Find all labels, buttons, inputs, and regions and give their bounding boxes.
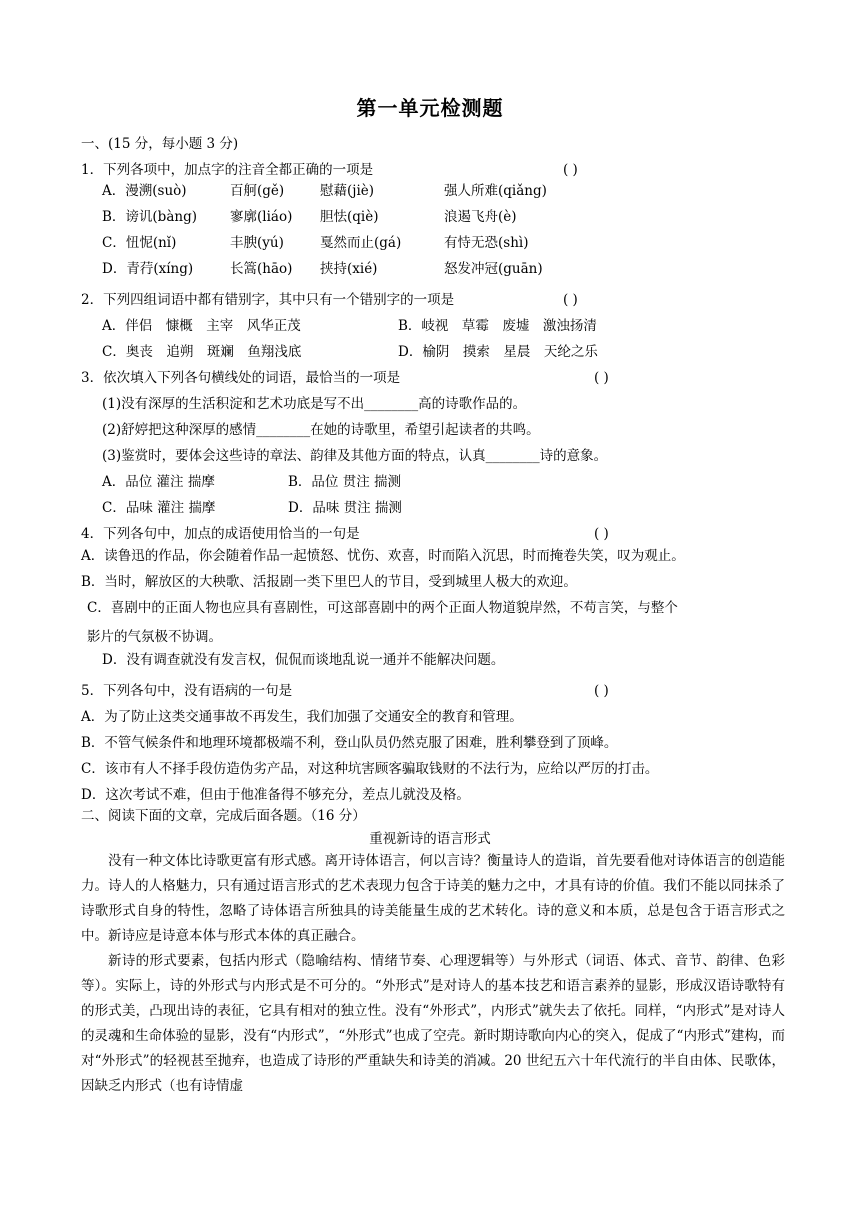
section-2-heading: 二、阅读下面的文章，完成后面各题。（16 分） (81, 808, 366, 824)
question-4-stem: 4．下列各句中，加点的成语使用恰当的一句是 (81, 526, 360, 542)
article-paragraph-2: 新诗的形式要素，包括内形式（隐喻结构、情绪节奏、心理逻辑等）与外形式（词语、体式、音节、韵律、色彩等）。实际上，诗的外形式与内形式是不可分的。“外形式”是对诗人的基本技艺和语言素养的显影，形成汉语诗歌特有的形式美，凸现出诗的表征，它具有相对的独立性。没有“外形式”，内形式”就失去了依托。同样，“内形式”是对诗人的灵魂和生命体验的显影，没有“内形式”，“外形式”也成了空壳。新时期诗歌向内心的突入，促成了“内形式”建构，而对“外形式”的轻视甚至抛弃，也造成了诗形的严重缺失和诗美的消减。20 世纪五六十年代流行的半自由体、民歌体，因缺乏内形式（也有诗情虚 (81, 953, 785, 1094)
question-3-stem: 3．依次填入下列各句横线处的词语，最恰当的一项是 (81, 370, 401, 386)
article-title: 重视新诗的语言形式 (369, 831, 491, 847)
question-3 (81, 369, 781, 387)
question-4-option-b: B．当时，解放区的大秧歌、活报剧一类下里巴人的节目，受到城里人极大的欢迎。 (81, 574, 577, 590)
question-2-stem: 2．下列四组词语中都有错别字，其中只有一个错别字的一项是 (81, 292, 455, 308)
page-title: 第一单元检测题 (356, 96, 504, 120)
question-2-options-cd: C．奥丧 追朔 斑斓 鱼翔浅底 D．榆阴 摸索 星晨 天纶之乐 (102, 344, 598, 360)
question-2-answer-bracket: ( ) (563, 292, 578, 308)
question-5-option-d: D．这次考试不难，但由于他准备得不够充分，差点儿就没及格。 (81, 787, 470, 803)
question-5-option-c: C．该市有人不择手段仿造伪劣产品，对这种坑害顾客骗取钱财的不法行为，应给以严厉的打击。 (81, 761, 659, 777)
question-3-sentence-1: (1)没有深厚的生活积淀和艺术功底是写不出________高的诗歌作品的。 (102, 396, 527, 412)
section-1-heading: 一、(15 分，每小题 3 分) (81, 136, 239, 152)
article-paragraph-1: 没有一种文体比诗歌更富有形式感。离开诗体语言，何以言诗？衡量诗人的造诣，首先要看他对诗体语言的创造能力。诗人的人格魅力，只有通过语言形式的艺术表现力包含于诗美的魅力之中，才具有诗的价值。我们不能以同抹杀了诗歌形式自身的特性，忽略了诗体语言所独具的诗美能量生成的艺术转化。诗的意义和本质，总是包含于语言形式之中。新诗应是诗意本体与形式本体的真正融合。 (81, 853, 785, 944)
question-3-options-cd: C．品味 灌注 揣摩 D．品味 贯注 揣测 (102, 500, 402, 516)
question-4 (81, 525, 781, 543)
question-1-answer-bracket: ( ) (563, 162, 578, 178)
question-3-options-ab: A．品位 灌注 揣摩 B．品位 贯注 揣测 (102, 474, 402, 490)
question-2 (81, 291, 781, 309)
question-1-option-a: A．漫溯(suò) 百舸(gě) 慰藉(jiè) 强人所难(qiǎng) (102, 183, 547, 199)
question-5-answer-bracket: ( ) (594, 683, 609, 699)
question-1-option-d: D．青荇(xíng) 长篙(hāo) 挟持(xié) 怒发冲冠(guān) (102, 261, 543, 277)
question-2-options-ab: A．伴侣 慷概 主宰 风华正茂 B．岐视 草霉 废墟 激浊扬清 (102, 318, 597, 334)
question-4-option-c: C．喜剧中的正面人物也应具有喜剧性，可这部喜剧中的两个正面人物道貌岸然，不苟言笑，与整个 (87, 600, 678, 616)
question-4-answer-bracket: ( ) (594, 526, 609, 542)
question-4-option-a: A．读鲁迅的作品，你会随着作品一起愤怒、忧伤、欢喜，时而陷入沉思，时而掩卷失笑，叹为观止。 (81, 548, 685, 564)
question-5-stem: 5．下列各句中，没有语病的一句是 (81, 683, 293, 699)
question-4-option-d: D．没有调查就没有发言权，侃侃而谈地乱说一通并不能解决问题。 (102, 652, 505, 668)
question-3-answer-bracket: ( ) (594, 370, 609, 386)
question-1-stem: 1．下列各项中，加点字的注音全都正确的一项是 (81, 162, 374, 178)
question-1-option-b: B．谤讥(bàng) 寥廓(liáo) 胆怯(qiè) 浪遏飞舟(è) (102, 209, 517, 225)
question-5 (81, 682, 781, 700)
question-1 (81, 161, 781, 179)
question-3-sentence-2: (2)舒婷把这种深厚的感情________在她的诗歌里，希望引起读者的共鸣。 (102, 422, 540, 438)
question-5-option-a: A．为了防止这类交通事故不再发生，我们加强了交通安全的教育和管理。 (81, 709, 523, 725)
question-1-option-c: C．忸怩(nǐ) 丰腴(yú) 戛然而止(gá) 有恃无恐(shì) (102, 235, 529, 251)
question-5-option-b: B．不管气候条件和地理环境都极端不利，登山队员仍然克服了困难，胜利攀登到了顶峰。 (81, 735, 618, 751)
question-4-option-c-continued: 影片的气氛极不协调。 (87, 629, 222, 645)
question-3-sentence-3: (3)鉴赏时，要体会这些诗的章法、韵律及其他方面的特点，认真________诗的意象。 (102, 448, 608, 464)
